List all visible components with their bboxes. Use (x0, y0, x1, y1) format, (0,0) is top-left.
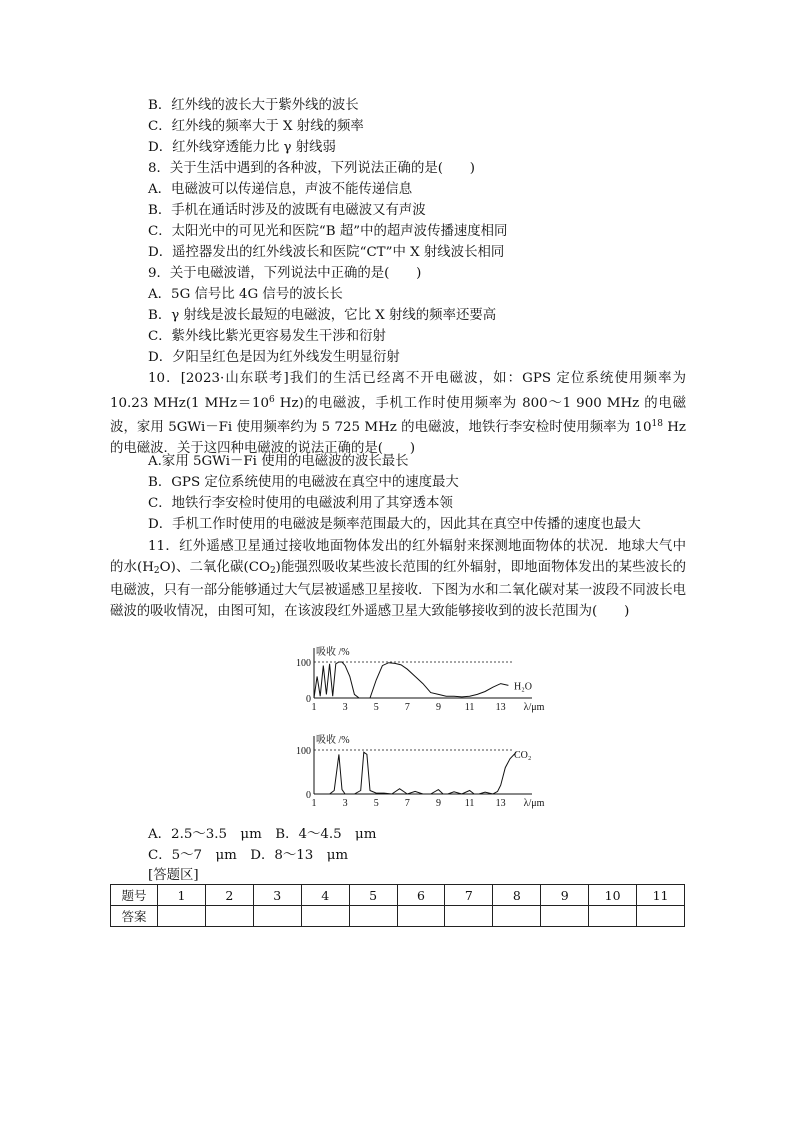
q9-option-a: A．5G 信号比 4G 信号的波长长 (148, 287, 343, 302)
answer-cell[interactable] (445, 906, 493, 927)
q8-option-d: D．遥控器发出的红外线波长和医院“CT”中 X 射线波长相同 (148, 245, 505, 260)
question-number-cell: 6 (397, 885, 445, 906)
q10-stem-part: 10．[2023·山东联考]我们的生活已经离不开电磁波，如：GPS 定位系统使用频率为 10.23 MHz(1 MHz＝10 (110, 371, 686, 411)
question-number-cell: 9 (541, 885, 589, 906)
question-number-cell: 7 (445, 885, 493, 906)
series-line (314, 752, 516, 794)
answer-cell[interactable] (589, 906, 637, 927)
answer-area-label: [答题区] (148, 868, 199, 883)
question-number-cell: 10 (589, 885, 637, 906)
answer-cell[interactable] (205, 906, 253, 927)
x-axis-label: λ/μm (523, 798, 545, 809)
q10-option-c: C．地铁行李安检时使用的电磁波利用了其穿透本领 (148, 496, 453, 511)
x-tick-label: 9 (435, 798, 441, 809)
x-tick-label: 11 (464, 702, 475, 713)
answer-cell[interactable] (637, 906, 685, 927)
q10-stem (110, 369, 686, 460)
h2o-absorption-chart (282, 644, 545, 716)
q11-stem-part: 11．红外遥感卫星通过接收地面物体发出的红外辐射来探测地面物体的状况．地球大气中的水(H (110, 539, 686, 575)
series-line (314, 662, 508, 698)
q7-option-d: D．红外线穿透能力比 γ 射线弱 (148, 140, 336, 155)
q9-option-b: B．γ 射线是波长最短的电磁波，它比 X 射线的频率还要高 (148, 308, 497, 323)
x-tick-label: 7 (404, 798, 410, 809)
question-number-cell: 3 (253, 885, 301, 906)
answer-cell[interactable] (397, 906, 445, 927)
q11-subscript: 2 (153, 565, 160, 576)
q11-subscript: 2 (269, 565, 276, 576)
q9-option-c: C．紫外线比紫光更容易发生干涉和衍射 (148, 329, 386, 344)
x-tick-label: 11 (464, 798, 475, 809)
q7-option-b: B．红外线的波长大于紫外线的波长 (148, 98, 359, 113)
x-tick-label: 9 (435, 702, 441, 713)
co2-absorption-chart (282, 732, 545, 812)
question-number-cell: 11 (637, 885, 685, 906)
answer-cell[interactable] (253, 906, 301, 927)
q11-stem-part: O)、二氧化碳(CO (159, 559, 270, 575)
question-number-cell: 4 (301, 885, 349, 906)
x-tick-label: 3 (342, 702, 348, 713)
question-number-header: 题号 (111, 885, 158, 906)
q10-superscript: 18 (651, 419, 663, 430)
question-number-cell: 8 (493, 885, 541, 906)
q8-option-b: B．手机在通话时涉及的波既有电磁波又有声波 (148, 203, 426, 218)
q9-stem: 9．关于电磁波谱，下列说法中正确的是( ) (148, 266, 422, 281)
answer-header: 答案 (111, 906, 158, 927)
table-row (111, 906, 685, 927)
q8-option-a: A．电磁波可以传递信息，声波不能传递信息 (148, 182, 413, 197)
x-tick-label: 3 (342, 798, 348, 809)
series-label: CO₂ (514, 750, 532, 761)
q11-options-row1: A．2.5～3.5 μm B．4～4.5 μm (148, 827, 377, 842)
answer-cell[interactable] (493, 906, 541, 927)
answer-cell[interactable] (541, 906, 589, 927)
y-tick-label: 100 (296, 658, 311, 669)
question-number-cell: 2 (205, 885, 253, 906)
x-tick-label: 1 (311, 702, 317, 713)
y-tick-label: 0 (306, 694, 311, 705)
q9-option-d: D．夕阳呈红色是因为红外线发生明显衍射 (148, 350, 400, 365)
y-axis-label: 吸收 /% (316, 647, 350, 658)
q10-stem-part: Hz)的电磁波，手机工作时使用频率为 800～1 900 MHz 的电磁波，家用 5GWi－Fi 使用频率约为 5 725 MHz 的电磁波，地铁行李安检时使用频率为 10 (110, 395, 686, 436)
q10-option-b: B．GPS 定位系统使用的电磁波在真空中的速度最大 (148, 475, 459, 490)
y-tick-label: 0 (306, 790, 311, 801)
q7-option-c: C．红外线的频率大于 X 射线的频率 (148, 119, 364, 134)
series-label: H₂O (514, 681, 532, 693)
x-tick-label: 13 (495, 798, 506, 809)
x-tick-label: 1 (311, 798, 317, 809)
y-axis-label: 吸收 /% (316, 735, 350, 746)
x-tick-label: 13 (495, 702, 506, 713)
x-axis-label: λ/μm (523, 702, 545, 713)
answer-table (110, 884, 685, 927)
answer-cell[interactable] (158, 906, 206, 927)
q11-stem (110, 537, 686, 623)
question-number-cell: 5 (349, 885, 397, 906)
question-number-cell: 1 (158, 885, 206, 906)
answer-cell[interactable] (349, 906, 397, 927)
x-tick-label: 7 (404, 702, 410, 713)
q10-stem-part: Hz 的电磁波．关于这四种电磁波的说法正确的是( ) (110, 420, 686, 457)
answer-cell[interactable] (301, 906, 349, 927)
q10-option-d: D．手机工作时使用的电磁波是频率范围最大的，因此其在真空中传播的速度也最大 (148, 517, 641, 532)
q11-stem-part: )能强烈吸收某些波长范围的红外辐射，即地面物体发出的某些波长的电磁波，只有一部分能够通过大气层被遥感卫星接收．下图为水和二氧化碳对某一波段不同波长电磁波的吸收情况，由图可知，在该波段红外遥感卫星大致能够接收到的波长范围为( ) (110, 559, 686, 620)
y-tick-label: 100 (296, 746, 311, 757)
q11-options-row2: C．5～7 μm D．8～13 μm (148, 848, 349, 863)
table-row (111, 885, 685, 906)
x-tick-label: 5 (373, 798, 379, 809)
q10-option-a: A.家用 5GWi－Fi 使用的电磁波的波长最长 (148, 454, 409, 469)
q8-stem: 8．关于生活中遇到的各种波，下列说法正确的是( ) (148, 161, 475, 176)
x-tick-label: 5 (373, 702, 379, 713)
q8-option-c: C．太阳光中的可见光和医院“B 超”中的超声波传播速度相同 (148, 224, 508, 239)
q10-superscript: 6 (269, 394, 275, 405)
